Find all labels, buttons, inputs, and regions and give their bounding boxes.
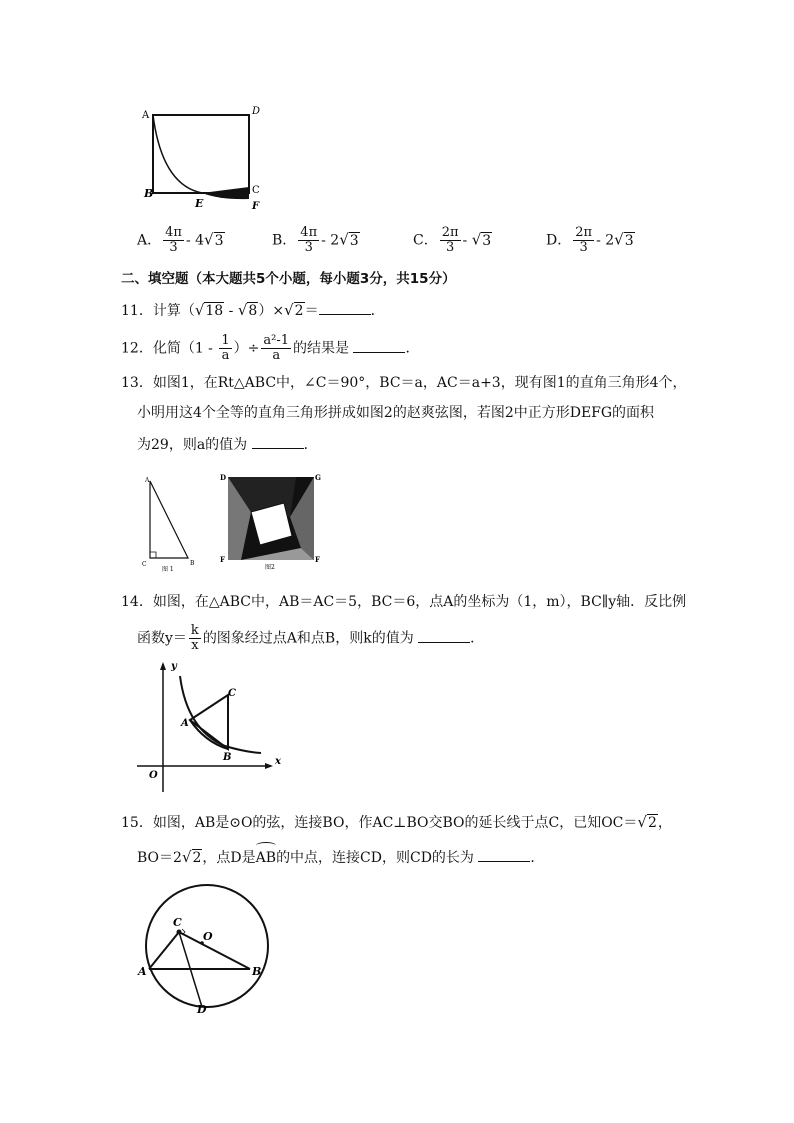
label-O: O	[203, 930, 213, 943]
label-A: A	[142, 110, 150, 121]
q15-figure	[135, 880, 275, 1015]
label-C: C	[173, 916, 182, 929]
label-G: G	[315, 473, 321, 482]
question-12: 12．化简（1 - $\frac{1}{a}$ ）÷ $\frac{\text{a²-1}}{a}$ 的结果是 ．	[121, 333, 420, 363]
label-C: C	[142, 561, 147, 568]
label-C: C	[252, 185, 260, 196]
q14-figure	[135, 660, 285, 800]
label-F-right: F	[315, 555, 320, 564]
label-B: B	[223, 752, 232, 763]
label-O: O	[149, 770, 158, 781]
answer-blank	[418, 628, 470, 643]
label-A: A	[138, 965, 147, 978]
q10-option-c: C． $\frac{2\pi}{3}$ - √3	[413, 225, 492, 255]
answer-blank	[478, 847, 530, 862]
label-B: B	[190, 560, 195, 567]
q10-option-d: D． $\frac{2\pi}{3}$ - 2√3	[546, 225, 634, 255]
question-13-line2: 小明用这4个全等的直角三角形拼成如图2的赵爽弦图，若图2中正方形DEFG的面积	[137, 405, 655, 421]
question-11: 11．计算（√18 - √8）×√2＝ ．	[121, 301, 385, 319]
q13-figure-2	[218, 472, 324, 572]
label-A: A	[145, 477, 150, 484]
question-15-line2: BO＝2√2，点D是 AB的中点，连接CD，则CD的长为 ．	[137, 846, 544, 868]
question-13-line1: 13．如图1，在Rt△ABC中，∠C＝90°，BC＝a，AC＝a+3，现有图1的直角三角形4个，	[121, 375, 687, 391]
q10-option-a: A． $\frac{4\pi}{3}$ - 4√3	[137, 225, 224, 255]
label-F: F	[252, 201, 260, 212]
q10-option-b: B． $\frac{4\pi}{3}$ - 2√3	[272, 225, 359, 255]
label-D: D	[252, 106, 261, 117]
arc-ab: AB	[255, 850, 277, 866]
question-14-line1: 14．如图，在△ABC中，AB＝AC＝5，BC＝6，点A的坐标为（1，m），BC∥y轴．反比例	[121, 594, 687, 610]
caption: 图2	[265, 564, 275, 571]
label-F-left: F	[220, 555, 225, 564]
label-D: D	[220, 473, 227, 482]
answer-blank	[252, 434, 304, 449]
label-C: C	[228, 688, 236, 699]
label-E: E	[195, 197, 204, 210]
label-A: A	[181, 718, 189, 729]
question-13-line3: 为29，则a的值为 ．	[137, 434, 318, 455]
answer-blank	[353, 338, 405, 353]
q10-figure	[140, 100, 265, 215]
label-x: x	[275, 756, 281, 767]
section2-title: 二、填空题（本大题共5个小题，每小题3分，共15分）	[121, 271, 456, 287]
question-14-line2: 函数y＝ $\frac{k}{x}$ 的图象经过点A和点B，则k的值为 ．	[137, 623, 485, 653]
label-B: B	[252, 965, 262, 978]
answer-blank	[319, 300, 371, 315]
question-15-line1: 15．如图，AB是⊙O的弦，连接BO，作AC⊥BO交BO的延长线于点C，已知OC＝√2，	[121, 813, 672, 831]
label-D: D	[197, 1003, 207, 1015]
label-y: y	[171, 661, 177, 672]
caption: 图 1	[162, 566, 174, 573]
q13-figure-1	[140, 474, 205, 574]
label-B: B	[144, 187, 154, 200]
